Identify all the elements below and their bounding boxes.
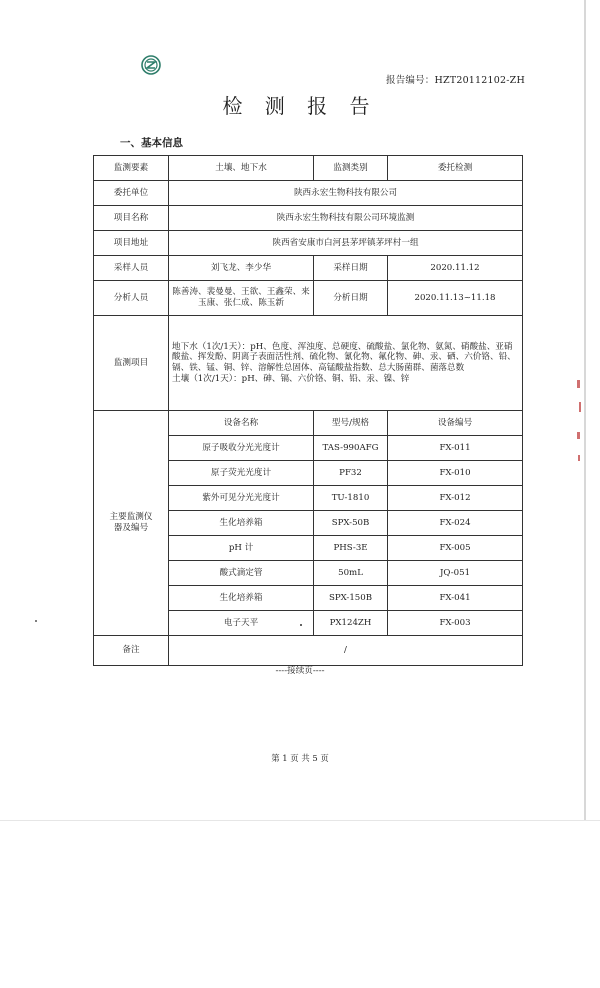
instrument-code: FX-005 [388, 536, 523, 561]
remarks-label: 备注 [94, 636, 169, 666]
client-label: 委托单位 [94, 181, 169, 206]
report-number: 报告编号：HZT20112102-ZH [386, 75, 525, 86]
sampler-label: 采样人员 [94, 256, 169, 281]
company-logo-icon [141, 55, 161, 75]
instrument-code: FX-010 [388, 461, 523, 486]
instrument-header-model: 型号/规格 [314, 411, 388, 436]
page-bottom-edge [0, 820, 600, 821]
table-row [94, 316, 523, 411]
monitor-type-value: 委托检测 [388, 156, 523, 181]
table-row [94, 156, 523, 181]
stamp-edge-mark [577, 432, 580, 439]
monitor-elements-value: 土壤、地下水 [169, 156, 314, 181]
analysis-date-label: 分析日期 [314, 281, 388, 316]
sample-date-value: 2020.11.12 [388, 256, 523, 281]
items-soil: 土壤（1次/1天）：pH、砷、镉、六价铬、铜、铅、汞、镍、锌 [172, 373, 410, 384]
instrument-name: pH 计 [169, 536, 314, 561]
instrument-model: PX124ZH [314, 611, 388, 636]
sampler-value: 刘飞龙、李少华 [169, 256, 314, 281]
instrument-name: 生化培养箱 [169, 511, 314, 536]
address-value: 陕西省安康市白河县茅坪镇茅坪村一组 [169, 231, 523, 256]
scan-speck [300, 624, 302, 626]
instrument-header-code: 设备编号 [388, 411, 523, 436]
project-value: 陕西永宏生物科技有限公司环境监测 [169, 206, 523, 231]
table-row [94, 231, 523, 256]
instrument-code: FX-011 [388, 436, 523, 461]
instrument-model: 50mL [314, 561, 388, 586]
section-heading: 一、基本信息 [120, 137, 183, 149]
items-value [169, 316, 523, 411]
instrument-model: TAS-990AFG [314, 436, 388, 461]
instrument-name: 原子吸收分光光度计 [169, 436, 314, 461]
instrument-name: 酸式滴定管 [169, 561, 314, 586]
analyst-label: 分析人员 [94, 281, 169, 316]
instrument-name: 紫外可见分光光度计 [169, 486, 314, 511]
continue-note: ----接续页---- [275, 666, 325, 676]
stamp-edge-mark [577, 380, 580, 388]
instrument-header-row [94, 411, 523, 436]
instrument-name: 电子天平 [169, 611, 314, 636]
instrument-code: JQ-051 [388, 561, 523, 586]
table-row [94, 206, 523, 231]
table-row [94, 256, 523, 281]
table-row [94, 181, 523, 206]
table-row [94, 281, 523, 316]
remarks-value: / [169, 636, 523, 666]
stamp-edge-mark [578, 455, 580, 461]
monitor-type-label: 监测类别 [314, 156, 388, 181]
instrument-code: FX-024 [388, 511, 523, 536]
instrument-code: FX-041 [388, 586, 523, 611]
client-value: 陕西永宏生物科技有限公司 [169, 181, 523, 206]
address-label: 项目地址 [94, 231, 169, 256]
instrument-model: PHS-3E [314, 536, 388, 561]
items-groundwater: 地下水（1次/1天）：pH、色度、浑浊度、总硬度、硫酸盐、氯化物、氨氮、硝酸盐、亚硝酸盐、挥发酚、阴离子表面活性剂、硫化物、氰化物、氟化物、砷、汞、硒、六价铬、铅、镉、铁、锰、铜、锌、溶解性总固体、高锰酸盐指数、总大肠菌群、菌落总数 [172, 341, 516, 373]
items-label: 监测项目 [94, 316, 169, 411]
instrument-model: PF32 [314, 461, 388, 486]
instrument-code: FX-003 [388, 611, 523, 636]
instrument-name: 原子荧光光度计 [169, 461, 314, 486]
page-title: 检 测 报 告 [222, 94, 378, 118]
scan-speck [35, 620, 37, 622]
instrument-model: SPX-50B [314, 511, 388, 536]
analysis-date-value: 2020.11.13~11.18 [388, 281, 523, 316]
instrument-name: 生化培养箱 [169, 586, 314, 611]
sample-date-label: 采样日期 [314, 256, 388, 281]
instrument-code: FX-012 [388, 486, 523, 511]
instrument-model: TU-1810 [314, 486, 388, 511]
stamp-edge-mark [579, 402, 581, 412]
page-number: 第 1 页 共 5 页 [271, 753, 329, 763]
instrument-model: SPX-150B [314, 586, 388, 611]
project-label: 项目名称 [94, 206, 169, 231]
page-edge [584, 0, 586, 820]
instrument-header-name: 设备名称 [169, 411, 314, 436]
basic-info-table [93, 155, 523, 666]
instruments-label: 主要监测仪器及编号 [94, 411, 169, 636]
monitor-elements-label: 监测要素 [94, 156, 169, 181]
table-row [94, 636, 523, 666]
analyst-value: 陈善涛、裴曼曼、王欲、王鑫荣、来玉康、张仁成、陈玉新 [169, 281, 314, 316]
